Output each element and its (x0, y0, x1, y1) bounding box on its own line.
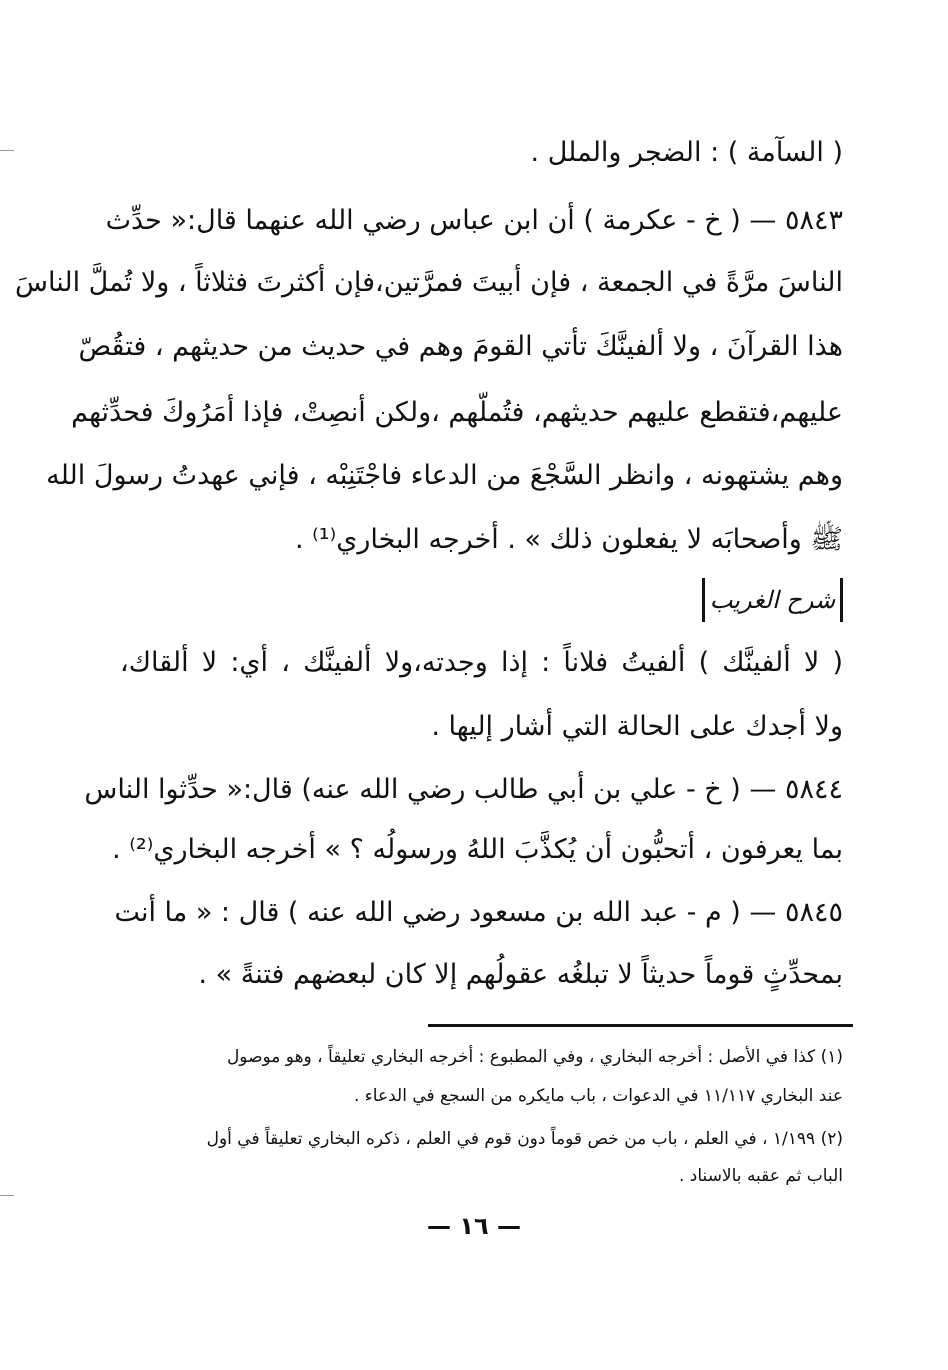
margin-mark (0, 150, 14, 151)
hadith-5843-line-2: الناسَ مرَّةً في الجمعة ، فإن أبيتَ فمرَّتين،فإن أكثرتَ فثلاثاً ، ولا تُملَّ الناسَ (15, 267, 843, 298)
section-header-sharh-gharib: شرح الغريب (702, 578, 843, 622)
hadith-5843-line-6: ﷺ وأصحابَه لا يفعلون ذلك » . أخرجه البخاري⁽¹⁾ . (294, 524, 843, 555)
margin-mark (0, 1195, 14, 1196)
footnote-1-line-1: (١) كذا في الأصل : أخرجه البخاري ، وفي المطبوع : أخرجه البخاري تعليقاً ، وهو موصول (226, 1047, 843, 1067)
gloss-la-ulfiyannak-line-1: ( لا ألفينَّك ) ألفيتُ فلاناً : إذا وجدته،ولا ألفينَّك ، أي: لا ألقاك، (120, 647, 843, 678)
hadith-5844-line-1: ٥٨٤٤ — ( خ - علي بن أبي طالب رضي الله عنه) قال:« حدِّثوا الناس (84, 774, 843, 805)
hadith-5843-line-3: هذا القرآنَ ، ولا ألفينَّكَ تأتي القومَ وهم في حديث من حديثهم ، فتقُصّ (78, 331, 843, 362)
gloss-la-ulfiyannak-line-2: ولا أجدك على الحالة التي أشار إليها . (431, 711, 843, 742)
footnote-2-line-2: الباب ثم عقبه بالاسناد . (679, 1166, 843, 1186)
hadith-5843-line-5: وهم يشتهونه ، وانظر السَّجْعَ من الدعاء فاجْتَنِبْه ، فإني عهدتُ رسولَ الله (46, 460, 843, 491)
hadith-5843-line-4: عليهم،فتقطع عليهم حديثهم، فتُملّهم ،ولكن أنصِتْ، فإذا أمَرُوكَ فحدِّثهم (71, 397, 843, 428)
footnote-separator (428, 1024, 853, 1027)
gloss-sama: ( السآمة ) : الضجر والملل . (530, 137, 843, 168)
footnote-1-line-2: عند البخاري ١١/١١٧ في الدعوات ، باب مايكره من السجع في الدعاء . (354, 1086, 843, 1106)
page-number: — ١٦ — (426, 1212, 521, 1240)
footnote-2-line-1: (٢) ١/١٩٩ ، في العلم ، باب من خص قوماً دون قوم في العلم ، ذكره البخاري تعليقاً في أول (206, 1129, 843, 1149)
hadith-5843-line-1: ٥٨٤٣ — ( خ - عكرمة ) أن ابن عباس رضي الله عنهما قال:« حدِّث (105, 205, 843, 236)
hadith-5845-line-1: ٥٨٤٥ — ( م - عبد الله بن مسعود رضي الله عنه ) قال : « ما أنت (114, 897, 843, 928)
hadith-5844-line-2: بما يعرفون ، أتحبُّون أن يُكذَّبَ اللهُ ورسولُه ؟ » أخرجه البخاري⁽²⁾ . (112, 834, 843, 865)
hadith-5845-line-2: بمحدِّثٍ قوماً حديثاً لا تبلغُه عقولُهم إلا كان لبعضهم فتنةً » . (198, 959, 843, 990)
